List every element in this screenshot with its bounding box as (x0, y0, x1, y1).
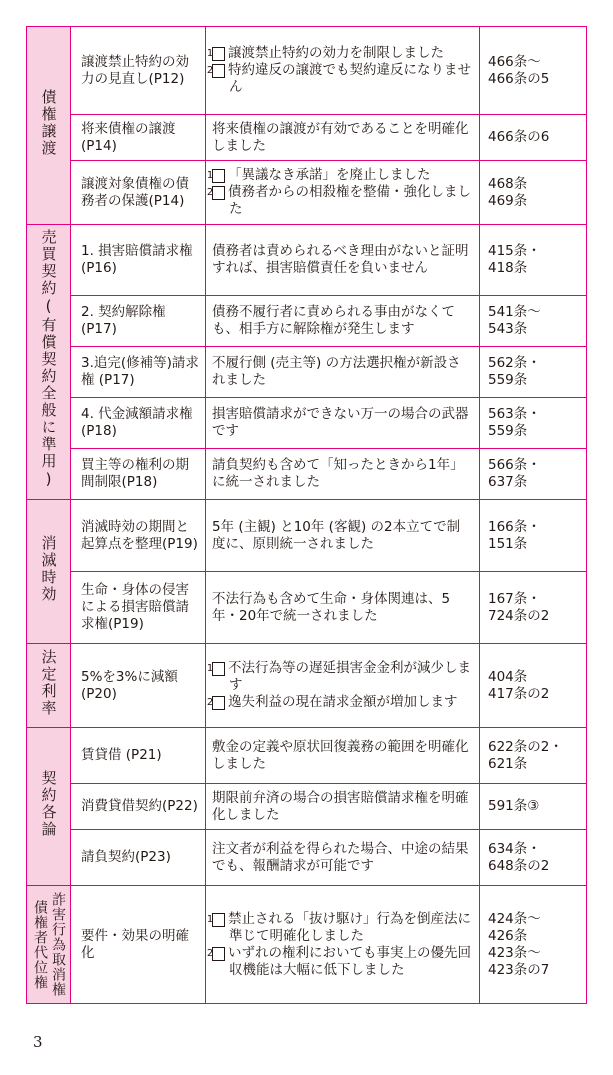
article-ref: 426条 (488, 927, 528, 944)
description-line (212, 457, 473, 491)
description-cell (206, 500, 480, 572)
description-line (206, 62, 473, 96)
description-line (212, 304, 473, 338)
article-ref: 423条の7 (488, 961, 550, 978)
description-cell (206, 295, 480, 346)
number-box: 1 (212, 913, 225, 927)
description-cell (206, 161, 480, 225)
category-cell (27, 644, 71, 728)
article-cell (480, 830, 587, 886)
item-cell: 譲渡禁止特約の効力の見直し(P12) (71, 27, 206, 115)
description-line (206, 45, 473, 62)
article-ref: 166条・ (488, 518, 541, 535)
description-line (212, 739, 473, 773)
description-text: 債務不履行者に責められる事由がなくても、相手方に解除権が発生します (212, 303, 455, 337)
number-box: 2 (212, 947, 225, 961)
article-ref: 563条・ (488, 405, 541, 422)
description-text: 逸失利益の現在請求金額が増加します (228, 694, 458, 710)
description-line (206, 184, 473, 218)
description-text: 禁止される「抜け駆け」行為を倒産法に準じて明確化しました (228, 910, 471, 944)
article-cell (480, 500, 587, 572)
table-row (27, 830, 587, 886)
table-row (27, 572, 587, 644)
item-cell: 消滅時効の期間と起算点を整理(P19) (71, 500, 206, 572)
description-line (212, 121, 473, 155)
article-ref: 418条 (488, 259, 528, 276)
table-row (27, 295, 587, 346)
number-box: 1 (212, 169, 225, 183)
article-ref: 423条〜 (488, 944, 541, 961)
article-cell (480, 644, 587, 728)
article-ref: 151条 (488, 535, 528, 552)
description-line (206, 694, 473, 711)
description-text: 不法行為も含めて生命・身体関連は、5年・20年で統一されました (212, 590, 451, 624)
item-cell: 賃貸借 (P21) (71, 728, 206, 784)
number-box: 2 (212, 186, 225, 200)
category-label: 売買契約(有償契約全般に準用) (39, 229, 58, 490)
article-ref: 468条 (488, 175, 528, 192)
description-line (212, 519, 473, 553)
category-label: 債権譲渡 (39, 89, 58, 157)
description-line (212, 355, 473, 389)
article-ref: 637条 (488, 473, 528, 490)
article-ref: 466条の5 (488, 70, 550, 87)
table-row (27, 397, 587, 448)
table-row (27, 346, 587, 397)
article-ref: 566条・ (488, 456, 541, 473)
article-ref: 469条 (488, 192, 528, 209)
article-ref: 415条・ (488, 242, 541, 259)
table-row (27, 161, 587, 225)
reform-summary-table (26, 26, 587, 1004)
description-line (206, 660, 473, 694)
description-line (212, 243, 473, 277)
article-ref: 466条〜 (488, 53, 541, 70)
description-text: 注文者が利益を得られた場合、中途の結果でも、報酬請求が可能です (212, 840, 469, 874)
article-ref: 724条の2 (488, 607, 550, 624)
item-cell: 生命・身体の侵害による損害賠償請求権(P19) (71, 572, 206, 644)
article-cell (480, 784, 587, 830)
description-text: 不履行側 (売主等) の方法選択権が新設されました (212, 354, 461, 388)
description-text: 損害賠償請求ができない万一の場合の武器です (212, 405, 469, 439)
article-cell (480, 728, 587, 784)
article-cell (480, 161, 587, 225)
table-row (27, 27, 587, 115)
description-text: 期限前弁済の場合の損害賠償請求権を明確化しました (212, 789, 469, 823)
category-cell (27, 500, 71, 644)
item-cell: 4. 代金減額請求権 (P18) (71, 397, 206, 448)
number-box: 1 (212, 662, 225, 676)
table-row (27, 115, 587, 161)
description-text: 特約違反の譲渡でも契約違反になりません (228, 62, 471, 95)
category-label: 詐害行為取消権 (50, 892, 66, 997)
article-ref: 562条・ (488, 354, 541, 371)
description-line (212, 841, 473, 875)
article-ref: 417条の2 (488, 685, 550, 702)
article-cell (480, 225, 587, 296)
category-cell (27, 27, 71, 225)
article-ref: 634条・ (488, 840, 541, 857)
table-row (27, 886, 587, 1004)
description-cell (206, 886, 480, 1004)
item-cell: 譲渡対象債権の債務者の保護(P14) (71, 161, 206, 225)
description-text: 請負契約も含めて「知ったときから1年」に統一されました (212, 456, 464, 490)
description-text: 譲渡禁止特約の効力を制限しました (228, 45, 444, 61)
description-cell (206, 27, 480, 115)
item-cell: 2. 契約解除権(P17) (71, 295, 206, 346)
description-line (206, 910, 473, 945)
article-cell (480, 115, 587, 161)
category-label: 法定利率 (39, 649, 58, 717)
article-cell (480, 27, 587, 115)
article-ref: 591条③ (488, 798, 540, 814)
item-cell: 5%を3%に減額(P20) (71, 644, 206, 728)
number-box: 1 (212, 47, 225, 61)
description-cell (206, 572, 480, 644)
article-cell (480, 448, 587, 499)
description-cell (206, 225, 480, 296)
category-label: 消滅時効 (39, 535, 58, 603)
item-cell: 将来債権の譲渡(P14) (71, 115, 206, 161)
table-row (27, 225, 587, 296)
article-cell (480, 346, 587, 397)
article-ref: 167条・ (488, 590, 541, 607)
description-cell (206, 728, 480, 784)
description-line (212, 790, 473, 824)
article-ref: 541条〜 (488, 303, 541, 320)
description-text: 敷金の定義や原状回復義務の範囲を明確化しました (212, 738, 469, 772)
item-cell: 3.追完(修補等)請求権 (P17) (71, 346, 206, 397)
item-cell: 要件・効果の明確化 (71, 886, 206, 1004)
item-cell: 1. 損害賠償請求権 (P16) (71, 225, 206, 296)
article-ref: 404条 (488, 668, 528, 685)
number-box: 2 (212, 696, 225, 710)
article-cell (480, 572, 587, 644)
description-text: 債務者は責められるべき理由がないと証明すれば、損害賠償責任を負いません (212, 242, 469, 276)
description-cell (206, 115, 480, 161)
article-cell (480, 295, 587, 346)
category-cell (27, 225, 71, 500)
description-cell (206, 448, 480, 499)
article-ref: 622条の2・ (488, 738, 563, 755)
description-text: 「異議なき承諾」を廃止しました (228, 167, 431, 183)
item-cell: 請負契約(P23) (71, 830, 206, 886)
description-cell (206, 346, 480, 397)
description-line (206, 944, 473, 979)
category-cell (27, 728, 71, 886)
article-ref: 648条の2 (488, 857, 550, 874)
description-line (206, 167, 473, 184)
item-cell: 買主等の権利の期間制限(P18) (71, 448, 206, 499)
category-label: 債権者代位権 (32, 899, 48, 990)
description-cell (206, 644, 480, 728)
description-cell (206, 784, 480, 830)
table-row (27, 448, 587, 499)
description-cell (206, 830, 480, 886)
description-cell (206, 397, 480, 448)
article-cell (480, 886, 587, 1004)
description-text: 将来債権の譲渡が有効であることを明確化しました (212, 120, 469, 154)
article-ref: 621条 (488, 755, 528, 772)
article-ref: 559条 (488, 371, 528, 388)
table-row (27, 644, 587, 728)
description-line (212, 406, 473, 440)
article-ref: 559条 (488, 422, 528, 439)
category-cell (27, 886, 71, 1004)
table-row (27, 784, 587, 830)
article-ref: 424条〜 (488, 910, 541, 927)
table-row (27, 728, 587, 784)
description-text: 5年 (主観) と10年 (客観) の2本立てで制度に、原則統一されました (212, 518, 461, 552)
article-cell (480, 397, 587, 448)
page-number: 3 (33, 1033, 43, 1051)
description-text: 債務者からの相殺権を整備・強化しました (228, 184, 471, 217)
description-line (212, 591, 473, 625)
category-label: 契約各論 (39, 770, 58, 838)
article-ref: 466条の6 (488, 129, 550, 145)
description-text: いずれの権利においても事実上の優先回収機能は大幅に低下しました (228, 944, 471, 978)
item-cell: 消費貸借契約(P22) (71, 784, 206, 830)
number-box: 2 (212, 64, 225, 78)
article-ref: 543条 (488, 320, 528, 337)
table-row (27, 500, 587, 572)
description-text: 不法行為等の遅延損害金金利が減少します (228, 660, 471, 693)
